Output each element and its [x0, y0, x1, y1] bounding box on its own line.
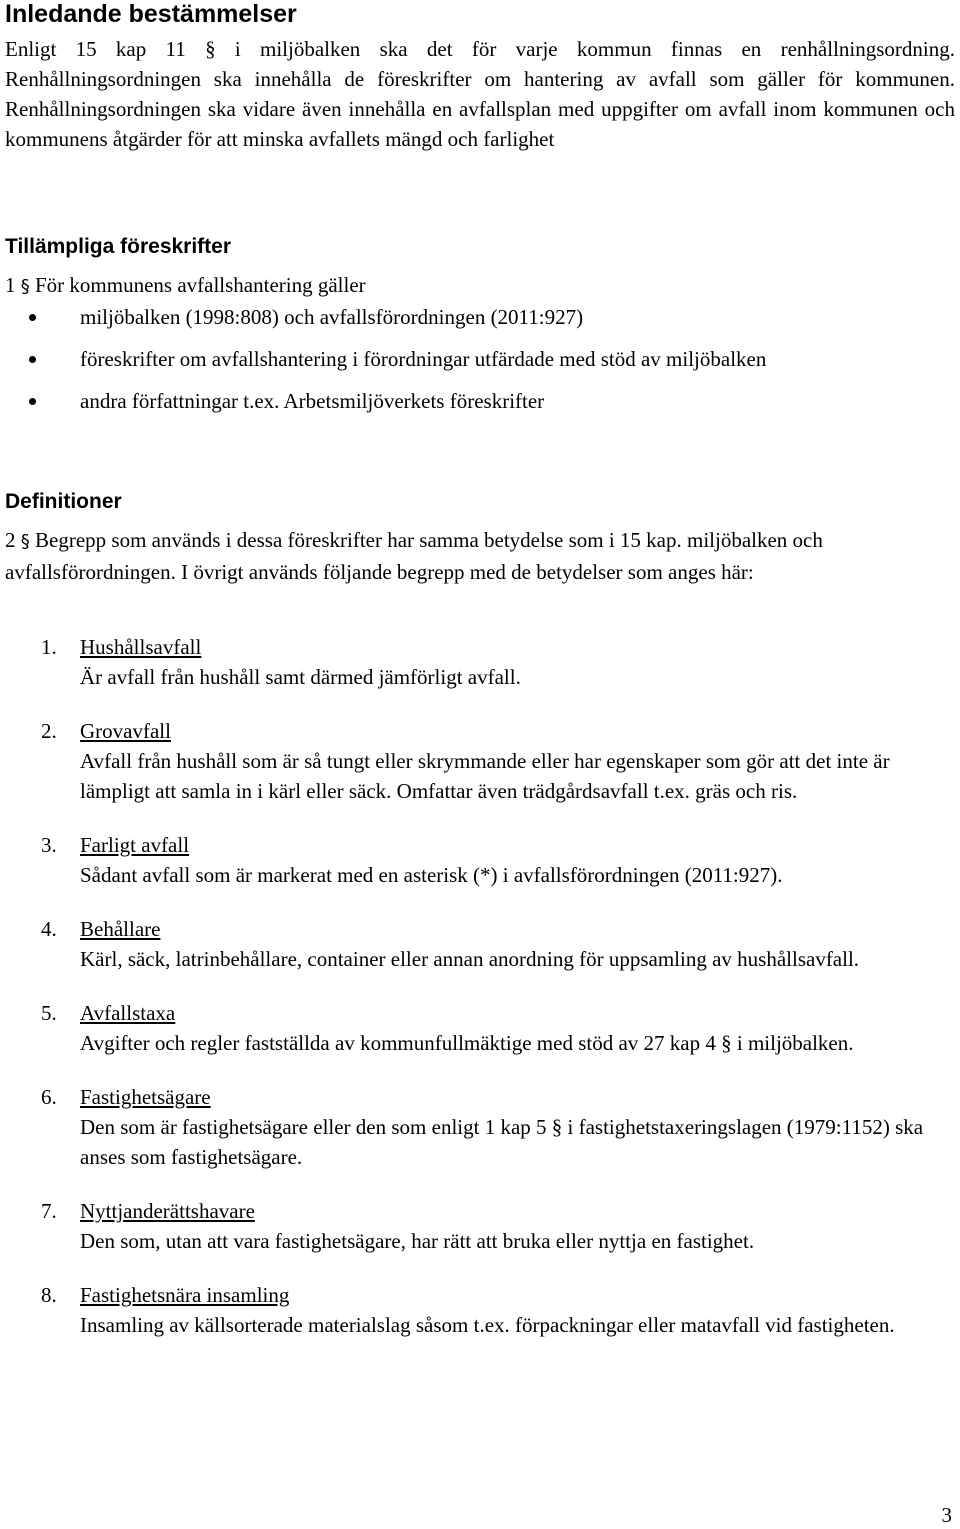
definition-item: [5, 1082, 955, 1172]
bullet-icon: [29, 356, 36, 363]
definition-text: Kärl, säck, latrinbehållare, container eller annan anordning för uppsamling av hushållsavfall.: [80, 947, 860, 971]
definition-item: [5, 632, 955, 692]
definition-number: 6.: [41, 1085, 57, 1109]
heading-definitions: Definitioner: [5, 490, 122, 513]
definition-text: Avgifter och regler fastställda av kommunfullmäktige med stöd av 27 kap 4 § i miljöbalken.: [80, 1031, 854, 1055]
page-number: 3: [941, 1503, 952, 1527]
definition-number: 3.: [41, 833, 57, 857]
definition-number: 4.: [41, 917, 57, 941]
applicable-bullet-list: [5, 302, 955, 428]
definition-term: Fastighetsnära insamling: [80, 1283, 290, 1307]
definition-number: 5.: [41, 1001, 57, 1025]
heading-applicable: Tillämpliga föreskrifter: [5, 235, 232, 258]
section-sign: §: [20, 276, 30, 297]
applicable-number: 1: [5, 273, 16, 297]
definition-text: Den som, utan att vara fastighetsägare, har rätt att bruka eller nyttja en fastighet.: [80, 1229, 755, 1253]
bullet-text: miljöbalken (1998:808) och avfallsförordningen (2011:927): [80, 305, 584, 329]
intro-paragraph: [5, 34, 955, 154]
bullet-text: andra författningar t.ex. Arbetsmiljöverkets föreskrifter: [80, 389, 545, 413]
definition-number: 8.: [41, 1283, 57, 1307]
definition-item: [5, 716, 955, 806]
list-item: [5, 386, 955, 428]
definitions-intro: [5, 525, 945, 587]
list-item: [5, 302, 955, 344]
definition-item: [5, 1280, 955, 1340]
heading-intro: Inledande bestämmelser: [5, 0, 297, 28]
definition-term: Avfallstaxa: [80, 1001, 176, 1025]
definition-number: 2.: [41, 719, 57, 743]
definitions-list: [5, 632, 955, 1364]
definition-item: [5, 998, 955, 1058]
applicable-paragraph: [5, 270, 955, 302]
definition-term: Fastighetsägare: [80, 1085, 211, 1109]
intro-text: Enligt 15 kap 11 § i miljöbalken ska det för varje kommun finnas en renhållningsordning. Renhållningsordningen ska innehålla de föreskrifter om hantering av avfall som gäller för kommunen. Renhållningsordningen ska vidare även innehålla en avfallsplan med uppgifter om avfall inom kommunen och kommunens åtgärder för att minska avfallets mängd och farlighet: [5, 37, 955, 151]
definition-text: Avfall från hushåll som är så tungt eller skrymmande eller har egenskaper som gör att det inte är lämpligt att samla in i kärl eller säck. Omfattar även trädgårdsavfall t.ex. gräs och ris.: [80, 749, 890, 803]
definitions-number: 2: [5, 528, 16, 552]
definition-number: 7.: [41, 1199, 57, 1223]
definition-term: Nyttjanderättshavare: [80, 1199, 255, 1223]
list-item: [5, 344, 955, 386]
definition-term: Behållare: [80, 917, 161, 941]
definition-term: Hushållsavfall: [80, 635, 202, 659]
definition-text: Sådant avfall som är markerat med en asterisk (*) i avfallsförordningen (2011:927).: [80, 863, 783, 887]
section-sign: §: [20, 531, 30, 552]
definition-number: 1.: [41, 635, 57, 659]
bullet-text: föreskrifter om avfallshantering i förordningar utfärdade med stöd av miljöbalken: [80, 347, 767, 371]
definition-text: Insamling av källsorterade materialslag såsom t.ex. förpackningar eller matavfall vid fastigheten.: [80, 1313, 895, 1337]
definition-term: Farligt avfall: [80, 833, 190, 857]
definitions-intro-text: Begrepp som används i dessa föreskrifter har samma betydelse som i 15 kap. miljöbalken och avfallsförordningen. I övrigt används följande begrepp med de betydelser som anges här:: [5, 528, 823, 584]
bullet-icon: [29, 398, 36, 405]
definition-item: [5, 1196, 955, 1256]
bullet-icon: [29, 314, 36, 321]
definition-term: Grovavfall: [80, 719, 171, 743]
definition-text: Den som är fastighetsägare eller den som enligt 1 kap 5 § i fastighetstaxeringslagen (1979:1152) ska anses som fastighetsägare.: [80, 1115, 924, 1169]
definition-text: Är avfall från hushåll samt därmed jämförligt avfall.: [80, 665, 521, 689]
applicable-text: För kommunens avfallshantering gäller: [35, 273, 366, 297]
definition-item: [5, 830, 955, 890]
definition-item: [5, 914, 955, 974]
